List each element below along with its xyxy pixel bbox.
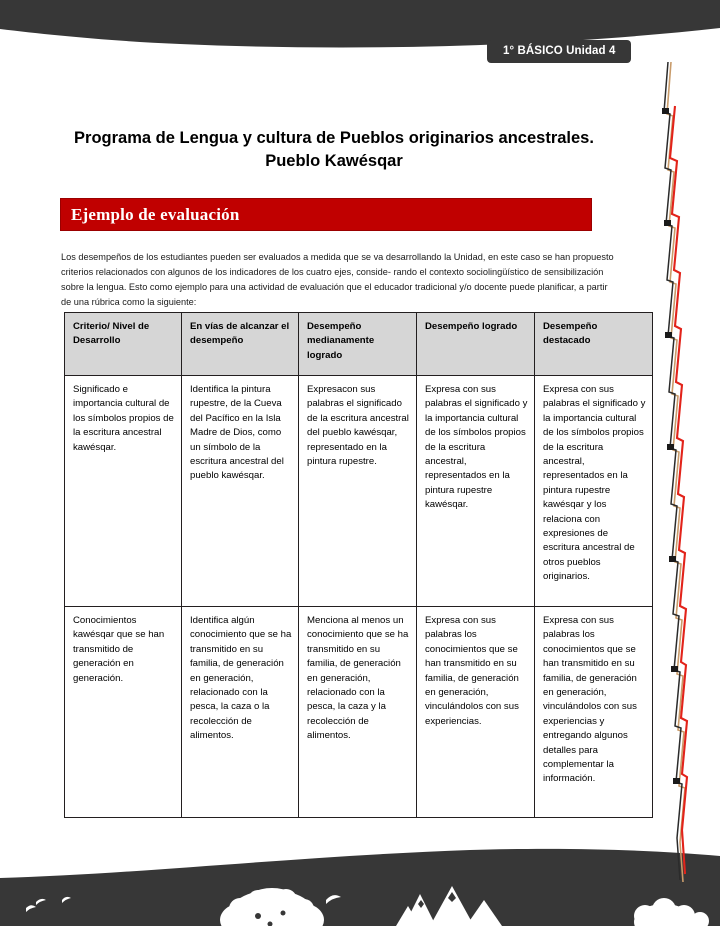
cell-en-vias: Identifica la pintura rupestre, de la Cueva del Pacífico en la Isla Madre de Dios, como un símbolo de la escritura ancestral del pueblo kawésqar. xyxy=(182,376,299,607)
cell-criterio: Conocimientos kawésqar que se han transmitido de generación en generación. xyxy=(65,607,182,818)
column-header-medianamente-logrado: Desempeño medianamente logrado xyxy=(299,313,417,376)
page-title: Programa de Lengua y cultura de Pueblos originarios ancestrales. Pueblo Kawésqar xyxy=(74,129,594,170)
unit-badge: 1° BÁSICO Unidad 4 xyxy=(487,40,631,63)
cell-criterio: Significado e importancia cultural de los símbolos propios de la escritura ancestral kawésqar. xyxy=(65,376,182,607)
section-banner xyxy=(60,198,592,231)
rubric-table xyxy=(64,312,653,818)
table-header-row xyxy=(65,313,653,376)
intro-paragraph: Los desempeños de los estudiantes pueden ser evaluados a medida que se va desarrollando la Unidad, en este caso se han propuesto criterios relacionados con algunos de los indicadores de los cuatro ejes, conside- rando el contexto sociolingüístico de sensibilización sobre la lengua. Esto como ejemplo para una actividad de evaluación que el educador tradicional y/o docente puede planificar, a partir de una rúbrica como la siguiente: xyxy=(61,252,614,307)
cell-destacado: Expresa con sus palabras los conocimientos que se han transmitido en su familia, de generación en generación, vinculándolos con sus experiencias y entregando algunos detalles para complementar la información. xyxy=(535,607,653,818)
cell-destacado: Expresa con sus palabras el significado y la importancia cultural de los símbolos propios de la escritura ancestral, representados en la pintura rupestre kawésqar y los relaciona con expresiones de escritura ancestral de otros pueblos originarios. xyxy=(535,376,653,607)
table-row xyxy=(65,607,653,818)
zigzag-ornament xyxy=(655,62,689,882)
cell-logrado: Expresa con sus palabras los conocimientos que se han transmitido en su familia, de generación en generación, vinculándolos con sus experiencias. xyxy=(417,607,535,818)
column-header-destacado: Desempeño destacado xyxy=(535,313,653,376)
cell-en-vias: Identifica algún conocimiento que se ha transmitido en su familia, de generación en generación, relacionado con la pesca, la caza o la recolección de alimentos. xyxy=(182,607,299,818)
bottom-decorative-band xyxy=(0,816,720,926)
cell-medianamente: Menciona al menos un conocimiento que se ha transmitido en su familia, de generación en generación, relacionado con la pesca, la caza y la recolección de alimentos. xyxy=(299,607,417,818)
column-header-criterio: Criterio/ Nivel de Desarrollo xyxy=(65,313,182,376)
section-banner-label: Ejemplo de evaluación xyxy=(71,204,240,224)
column-header-logrado: Desempeño logrado xyxy=(417,313,535,376)
unit-badge-connector xyxy=(571,26,578,42)
unit-badge-container xyxy=(487,40,631,63)
table-row xyxy=(65,376,653,607)
column-header-en-vias: En vías de alcanzar el desempeño xyxy=(182,313,299,376)
cell-medianamente: Expresacon sus palabras el significado de la escritura ancestral del pueblo kawésqar, representado en la pintura rupestre. xyxy=(299,376,417,607)
cell-logrado: Expresa con sus palabras el significado y la importancia cultural de los símbolos propios de la escritura ancestral, representados en la pintura rupestre kawésqar. xyxy=(417,376,535,607)
